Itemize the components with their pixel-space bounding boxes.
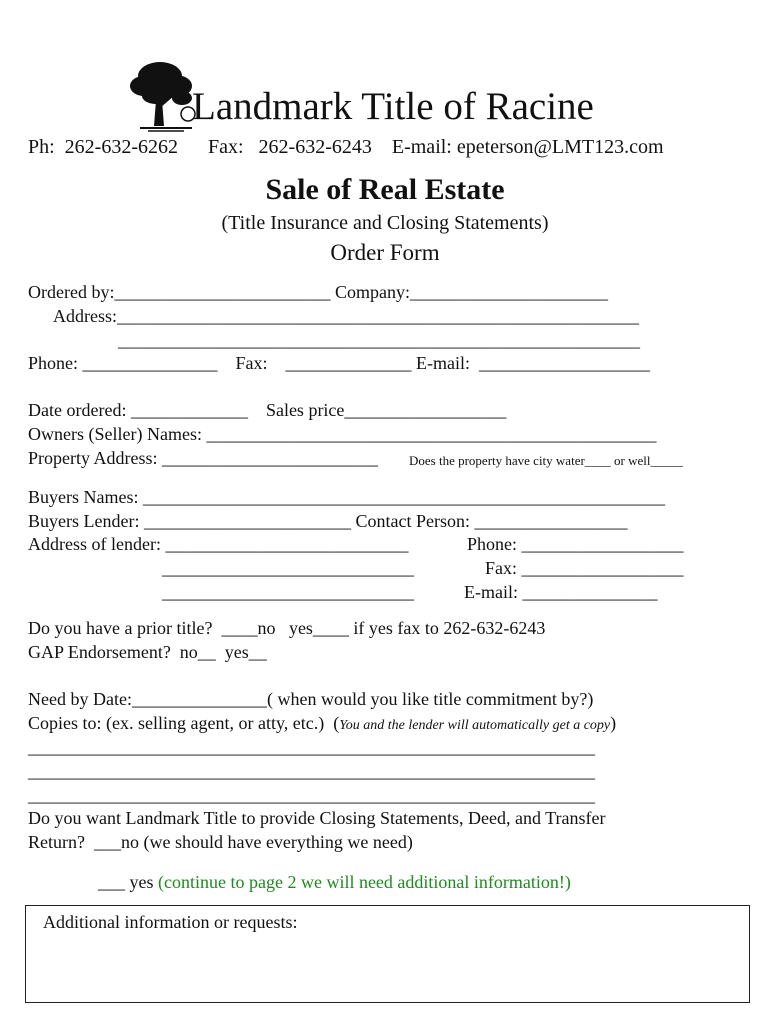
lender-phone-field[interactable]: Phone: __________________ (467, 534, 684, 554)
copies-line-1[interactable]: _______________________________________________________________ (28, 737, 595, 757)
copies-line-3[interactable]: _______________________________________________________________ (28, 785, 595, 805)
lender-fax-field[interactable]: Fax: __________________ (485, 558, 684, 578)
additional-info-label: Additional information or requests: (43, 912, 298, 932)
additional-info-box[interactable] (25, 905, 750, 1003)
address-field[interactable]: Address:__________________________________________________________ (53, 306, 639, 326)
copies-to-field (28, 713, 616, 734)
need-by-date-field[interactable]: Need by Date:_______________( when would you like title commitment by?) (28, 689, 594, 709)
prior-title-question[interactable]: Do you have a prior title? ____no yes____ if yes fax to 262-632-6243 (28, 618, 546, 638)
copies-close: ) (610, 713, 617, 733)
lender-address-line-2[interactable]: ____________________________ (162, 558, 414, 578)
tree-logo-icon (118, 38, 190, 116)
closing-yes-option[interactable] (98, 872, 571, 893)
yes-prefix: ___ yes (98, 872, 158, 892)
lender-email-field[interactable]: E-mail: _______________ (464, 582, 658, 602)
form-subtitle: (Title Insurance and Closing Statements) (221, 212, 549, 234)
phone-fax-email-line[interactable]: Phone: _______________ Fax: ______________ E-mail: ___________________ (28, 353, 650, 373)
ordered-by-field[interactable]: Ordered by:________________________ Company:______________________ (28, 282, 608, 302)
copies-line-2[interactable]: _______________________________________________________________ (28, 761, 595, 781)
buyers-lender-field[interactable]: Buyers Lender: _______________________ Contact Person: _________________ (28, 511, 628, 531)
closing-statements-question: Do you want Landmark Title to provide Closing Statements, Deed, and Transfer (28, 808, 606, 828)
address-line-2[interactable]: __________________________________________________________ (118, 330, 640, 350)
city-water-question[interactable]: Does the property have city water____ or well_____ (409, 453, 684, 468)
gap-endorsement-question[interactable]: GAP Endorsement? no__ yes__ (28, 642, 267, 662)
contact-line: Ph: 262-632-6262 Fax: 262-632-6243 E-mail: epeterson@LMT123.com (28, 136, 664, 158)
copies-note: You and the lender will automatically get a copy (339, 718, 611, 733)
yes-note: (continue to page 2 we will need additional information!) (158, 872, 571, 892)
buyers-names-field[interactable]: Buyers Names: __________________________________________________________ (28, 487, 665, 507)
property-address-field[interactable]: Property Address: ________________________ (28, 448, 378, 468)
form-title: Sale of Real Estate (265, 173, 505, 206)
lender-address-field[interactable]: Address of lender: ___________________________ (28, 534, 409, 554)
order-form-heading: Order Form (330, 240, 440, 265)
date-ordered-field[interactable]: Date ordered: _____________ Sales price__________________ (28, 400, 507, 420)
closing-no-option[interactable]: Return? ___no (we should have everything we need) (28, 832, 413, 852)
lender-address-line-3[interactable]: ____________________________ (162, 582, 414, 602)
company-name: Landmark Title of Racine (192, 85, 594, 128)
copies-to-label: Copies to: (ex. selling agent, or atty, etc.) ( (28, 713, 340, 733)
owners-field[interactable]: Owners (Seller) Names: __________________________________________________ (28, 424, 657, 444)
